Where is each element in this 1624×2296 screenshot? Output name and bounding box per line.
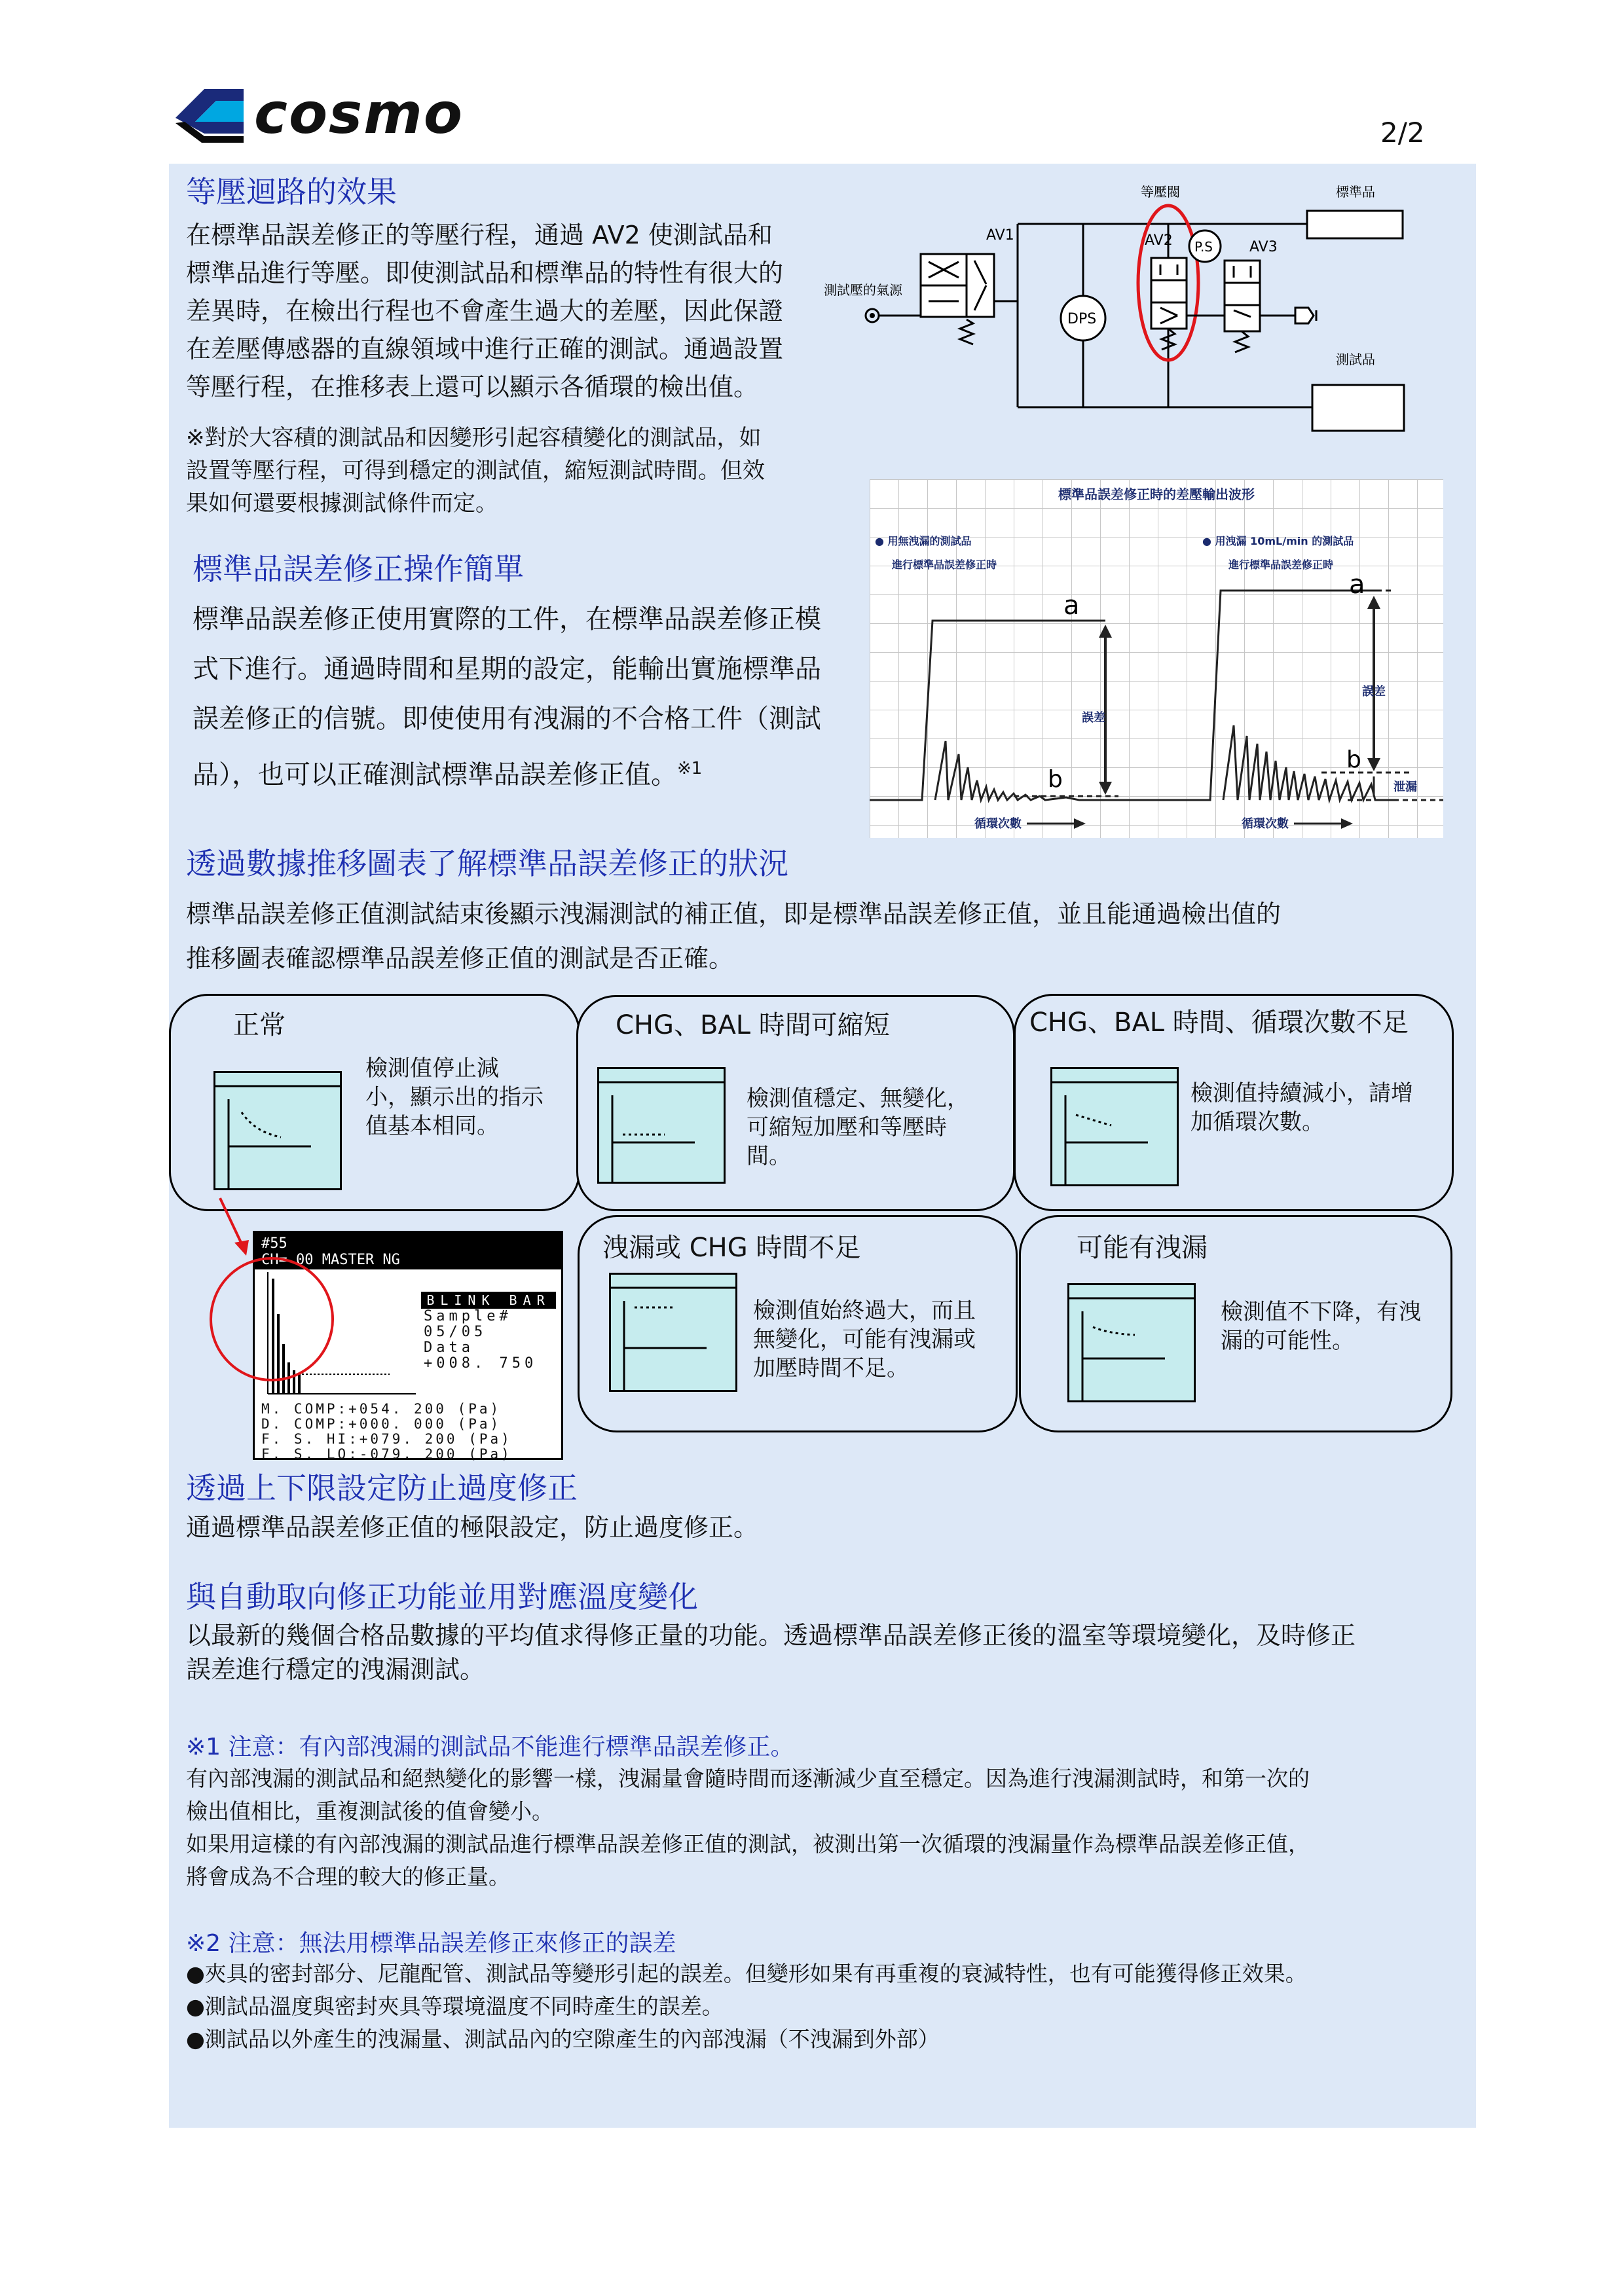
waveform-a-right: a [1349, 570, 1365, 600]
operation-body-block [193, 594, 860, 799]
label-dps: DPS [1067, 311, 1097, 327]
card-desc-leak-or-chg: 檢測值始終過大，而且 無變化，可能有洩漏或 加壓時間不足。 [753, 1298, 976, 1381]
section-title-limit: 透過上下限設定防止過度修正 [186, 1470, 578, 1506]
waveform-left-label-1: ● 用無洩漏的測試品 [875, 535, 972, 547]
note1-body: 有內部洩漏的測試品和絕熱變化的影響一樣，洩漏量會隨時間而逐漸減少直至穩定。因為進行洩漏測試時，和第一次的 檢出值相比，重複測試後的值會變小。 如果用這樣的有內部洩漏的測試品進行標準品誤差修正值的測試，被測出第一次循環的洩漏量作為標準品誤差修正值， 將會成為不合理的較大的修正量。 [186, 1766, 1310, 1889]
section-title-pressure: 等壓迴路的效果 [186, 174, 397, 210]
waveform-right-label-2: 進行標準品誤差修正時 [1228, 558, 1334, 571]
section-title-trend: 透過數據推移圖表了解標準品誤差修正的狀況 [186, 846, 788, 881]
section-title-auto: 與自動取向修正功能並用對應溫度變化 [186, 1579, 698, 1614]
card-title-possible-leak: 可能有洩漏 [1077, 1233, 1208, 1263]
label-ps: P.S [1194, 239, 1213, 255]
waveform-cycles-right: 循環次數 [1242, 817, 1289, 831]
card-title-leak-or-chg: 洩漏或 CHG 時間不足 [602, 1233, 861, 1263]
trend-graph-chg-bal-shorten [597, 1067, 726, 1184]
trend-graph-cycle-insufficient [1050, 1067, 1179, 1186]
highlight-arrow [216, 1195, 255, 1261]
logo-wordmark: cosmo [254, 81, 464, 147]
waveform-error-right: 誤差 [1362, 685, 1386, 699]
page-number: 2/2 [1380, 117, 1425, 149]
label-standard: 標準品 [1336, 184, 1375, 200]
label-av1: AV1 [986, 227, 1014, 244]
label-av2: AV2 [1145, 232, 1173, 249]
waveform-cycles-left: 循環次數 [974, 817, 1022, 831]
circuit-diagram [824, 177, 1413, 439]
card-title-normal: 正常 [233, 1010, 286, 1040]
card-desc-cycle-insufficient: 檢測值持續減小，請增 加循環次數。 [1190, 1080, 1413, 1135]
lcd-header: #55 CH= 00 MASTER NG [255, 1233, 561, 1269]
trend-graph-possible-leak [1067, 1283, 1196, 1402]
label-test-piece: 測試品 [1336, 352, 1375, 367]
waveform-a-left: a [1063, 591, 1080, 621]
highlight-circle [210, 1257, 334, 1381]
card-title-chg-bal-shorten: CHG、BAL 時間可縮短 [616, 1010, 890, 1040]
note2-title: ※2 注意：無法用標準品誤差修正來修正的誤差 [186, 1930, 676, 1957]
section-title-operation: 標準品誤差修正操作簡單 [193, 551, 524, 587]
waveform-title: 標準品誤差修正時的差壓輸出波形 [1058, 486, 1255, 502]
operation-footnote-ref: ※1 [677, 759, 703, 778]
waveform-right-label-1: ● 用洩漏 10mL/min 的測試品 [1202, 535, 1354, 547]
trend-graph-normal [213, 1071, 342, 1190]
limit-body: 通過標準品誤差修正值的極限設定，防止過度修正。 [186, 1513, 759, 1542]
waveform-left-label-2: 進行標準品誤差修正時 [892, 558, 997, 571]
lcd-blink-bar: BLINK BAR [421, 1292, 556, 1309]
label-av3: AV3 [1249, 239, 1278, 255]
note2-item: ●測試品溫度與密封夾具等環境溫度不同時產生的誤差。 [186, 1994, 724, 2019]
waveform-error-left: 誤差 [1082, 711, 1105, 725]
waveform-leak: 泄漏 [1393, 780, 1417, 794]
trend-graph-leak-or-chg [609, 1273, 737, 1392]
waveform-b-right: b [1346, 746, 1361, 773]
label-equal-valve: 等壓閥 [1141, 184, 1180, 200]
card-desc-chg-bal-shorten: 檢測值穩定、無變化， 可縮短加壓和等壓時 間。 [747, 1085, 969, 1169]
note2-item: ●測試品以外產生的洩漏量、測試品內的空隙產生的內部洩漏（不洩漏到外部） [186, 2026, 940, 2052]
pressure-body: 在標準品誤差修正的等壓行程，通過 AV2 使測試品和 標準品進行等壓。即使測試品和標準品的特性有很大的 差異時，在檢出行程也不會產生過大的差壓，因此保證 在差壓傳感器的直線領域中進行正確的測試。通過設置 等壓行程，在推移表上還可以顯示各循環的檢出值。 [186, 221, 784, 401]
note1-title: ※1 注意：有內部洩漏的測試品不能進行標準品誤差修正。 [186, 1734, 794, 1760]
lcd-sample: Sample# 05/05 Data +008. 750 [424, 1308, 538, 1372]
auto-body: 以最新的幾個合格品數據的平均值求得修正量的功能。透過標準品誤差修正後的溫室等環境變化，及時修正 誤差進行穩定的洩漏測試。 [186, 1621, 1356, 1684]
waveform-b-left: b [1048, 766, 1063, 793]
pressure-note: ※對於大容積的測試品和因變形引起容積變化的測試品，如 設置等壓行程，可得到穩定的測試值，縮短測試時間。但效 果如何還要根據測試條件而定。 [186, 425, 765, 517]
card-title-cycle-insufficient: CHG、BAL 時間、循環次數不足 [1029, 1008, 1409, 1038]
operation-body: 標準品誤差修正使用實際的工件，在標準品誤差修正模 式下進行。通過時間和星期的設定，能輸出實施標準品 誤差修正的信號。即使使用有洩漏的不合格工件（測試 品），也可以正確測試標準品誤差修正值。 [193, 604, 821, 790]
note2-item: ●夾具的密封部分、尼龍配管、測試品等變形引起的誤差。但變形如果有再重複的衰減特性，也有可能獲得修正效果。 [186, 1961, 1307, 1986]
label-air-source: 測試壓的氣源 [824, 282, 902, 298]
card-desc-normal: 檢測值停止減 小，顯示出的指示 值基本相同。 [365, 1055, 544, 1139]
lcd-values: M. COMP:+054. 200 (Pa) D. COMP:+000. 000 (Pa) F. S. HI:+079. 200 (Pa) F. S. LO:-079. 200 (Pa) [261, 1401, 512, 1462]
card-desc-possible-leak: 檢測值不下降，有洩 漏的可能性。 [1221, 1299, 1421, 1354]
waveform-figure [870, 479, 1443, 838]
trend-body: 標準品誤差修正值測試結束後顯示洩漏測試的補正值，即是標準品誤差修正值，並且能通過檢出值的 推移圖表確認標準品誤差修正值的測試是否正確。 [186, 900, 1282, 973]
